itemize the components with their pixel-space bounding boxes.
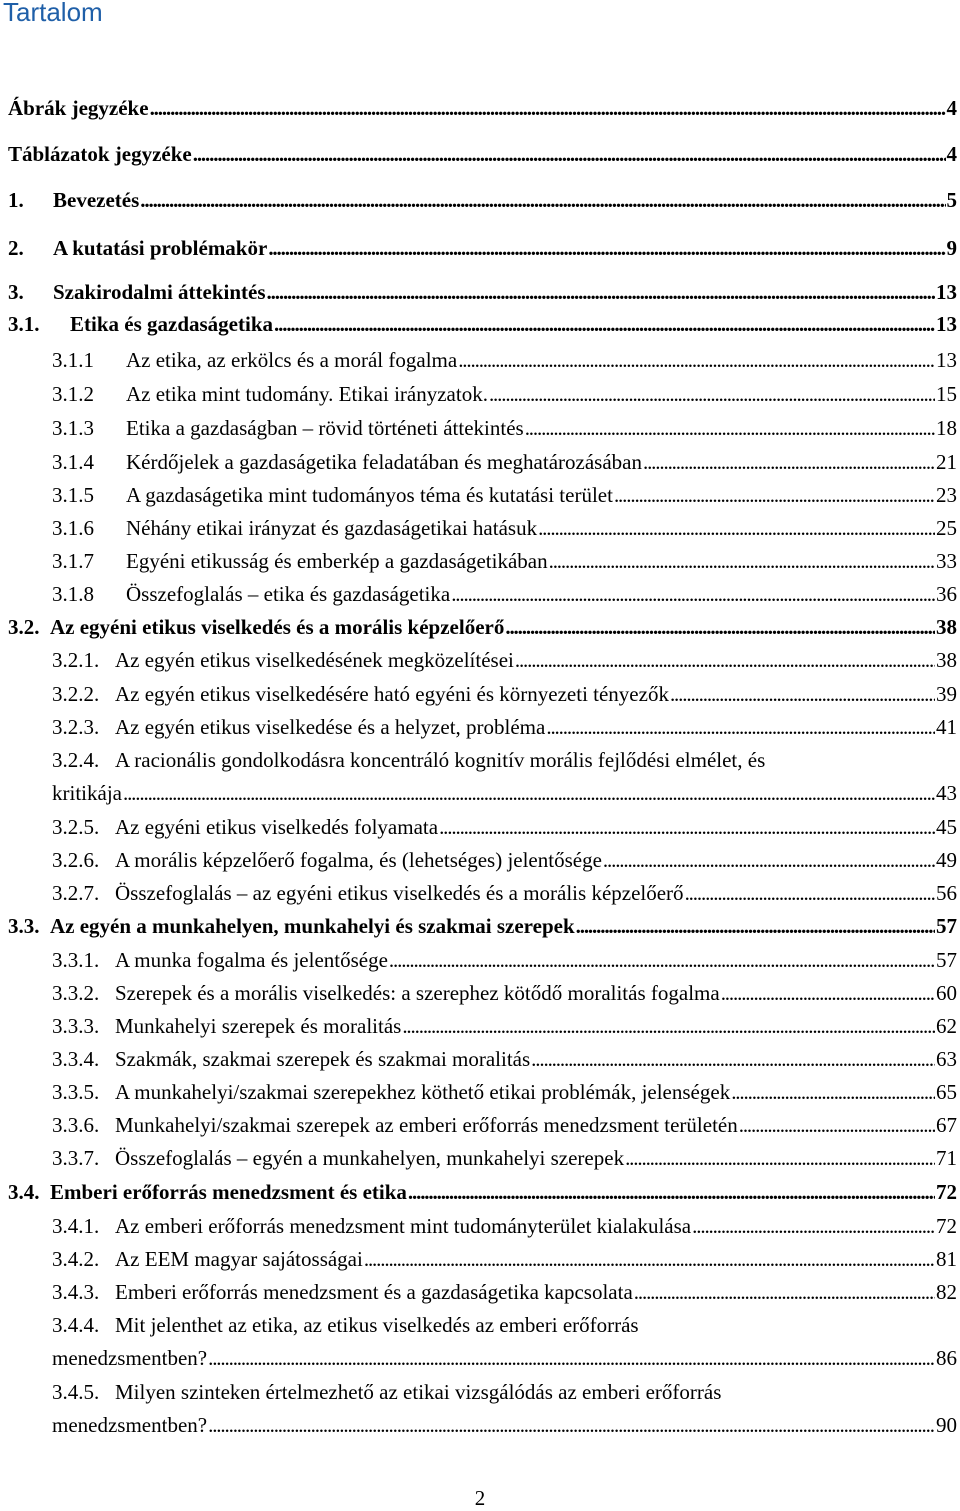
toc-leader-dots [150, 91, 946, 125]
toc-entry-title: Ábrák jegyzéke [8, 96, 149, 120]
toc-entry-title: Etika és gazdaságetika [70, 312, 274, 336]
toc-entry-page: 21 [936, 450, 957, 474]
toc-entry[interactable] [0, 876, 960, 910]
toc-entry[interactable] [0, 1375, 960, 1443]
toc-entry[interactable] [0, 231, 960, 265]
toc-entry[interactable] [0, 943, 960, 977]
toc-entry[interactable] [0, 137, 960, 171]
toc-entry-page: 81 [936, 1247, 957, 1271]
toc-entry-title: Összefoglalás – egyén a munkahelyen, munkahelyi szerepek [115, 1146, 625, 1170]
toc-entry-page: 57 [936, 914, 957, 938]
toc-leader-dots [643, 445, 935, 479]
toc-entry-number: 3.3. [8, 914, 40, 938]
toc-entry-page: 9 [946, 236, 957, 260]
toc-entry[interactable] [0, 1209, 960, 1243]
toc-leader-dots [692, 1209, 935, 1243]
toc-entry-page: 18 [936, 416, 957, 440]
toc-entry[interactable] [0, 577, 960, 611]
toc-entry-title: Etika a gazdaságban – rövid történeti áttekintés [126, 416, 524, 440]
toc-entry-title: Az EEM magyar sajátosságai [115, 1247, 363, 1271]
toc-leader-dots [439, 810, 935, 844]
toc-entry-title: A racionális gondolkodásra koncentráló kognitív morális fejlődési elmélet, és [115, 748, 766, 772]
toc-entry-title: Az emberi erőforrás menedzsment mint tudományterület kialakulása [115, 1214, 692, 1238]
toc-entry[interactable] [0, 976, 960, 1010]
toc-entry-page: 45 [936, 815, 957, 839]
toc-entry-page: 4 [946, 142, 957, 166]
toc-entry[interactable] [0, 307, 960, 341]
toc-entry-page: 49 [936, 848, 957, 872]
toc-entry-title: Szerepek és a morális viselkedés: a szerephez kötődő moralitás fogalma [115, 981, 720, 1005]
toc-entry-title: Az egyén etikus viselkedésére ható egyéni és környezeti tényezők [115, 682, 669, 706]
toc-entry[interactable] [0, 445, 960, 479]
toc-entry[interactable] [0, 343, 960, 377]
toc-leader-dots [267, 275, 935, 309]
toc-entry-page: 13 [936, 348, 957, 372]
toc-entry-number: 3.4. [8, 1180, 40, 1204]
toc-leader-dots [193, 137, 946, 171]
toc-entry-page: 56 [936, 881, 957, 905]
toc-leader-dots [721, 976, 935, 1010]
toc-entry-title-continued: kritikája [52, 781, 122, 805]
toc-entry-title: Összefoglalás – etika és gazdaságetika [126, 582, 451, 606]
toc-entry-page: 23 [936, 483, 957, 507]
toc-entry[interactable] [0, 1042, 960, 1076]
toc-entry-number: 3.1.8 [52, 582, 94, 606]
toc-leader-dots [538, 511, 935, 545]
toc-entry-number: 3.4.3. [52, 1280, 100, 1304]
toc-leader-dots [408, 1175, 935, 1209]
toc-entry-page: 57 [936, 948, 957, 972]
toc-leader-dots [549, 544, 935, 578]
toc-entry-title: A munkahelyi/szakmai szerepekhez köthető etikai problémák, jelenségek [115, 1080, 731, 1104]
toc-leader-dots [458, 343, 935, 377]
toc-entry[interactable] [0, 183, 960, 217]
toc-leader-dots [364, 1242, 935, 1276]
toc-entry[interactable] [0, 478, 960, 512]
toc-entry-page: 86 [936, 1346, 957, 1370]
toc-entry-number: 3.1. [8, 312, 40, 336]
toc-entry-number: 3.3.6. [52, 1113, 100, 1137]
toc-entry[interactable] [0, 544, 960, 578]
toc-entry-number: 3.2.2. [52, 682, 100, 706]
toc-entry-number: 2. [8, 236, 24, 260]
toc-leader-dots [208, 1408, 935, 1442]
toc-entry-number: 3.3.2. [52, 981, 100, 1005]
toc-entry-number: 3.4.4. [52, 1313, 100, 1337]
toc-entry-title: Az egyéni etikus viselkedés folyamata [115, 815, 439, 839]
toc-entry[interactable] [0, 377, 960, 411]
toc-leader-dots [670, 677, 935, 711]
toc-leader-dots [505, 610, 935, 644]
toc-entry-page: 67 [936, 1113, 957, 1137]
toc-entry-page: 33 [936, 549, 957, 573]
toc-entry-title: Szakmák, szakmai szerepek és szakmai moralitás [115, 1047, 531, 1071]
toc-leader-dots [603, 843, 935, 877]
toc-entry-page: 38 [936, 648, 957, 672]
toc-entry[interactable] [0, 843, 960, 877]
toc-leader-dots [451, 577, 935, 611]
toc-entry-title: Egyéni etikusság és emberkép a gazdaságetikában [126, 549, 548, 573]
toc-entry-page: 36 [936, 582, 957, 606]
toc-entry-title: A gazdaságetika mint tudományos téma és kutatási terület [126, 483, 613, 507]
toc-entry[interactable] [0, 411, 960, 445]
toc-entry-title: Mit jelenthet az etika, az etikus viselkedés az emberi erőforrás [115, 1313, 639, 1337]
toc-entry-title: Munkahelyi/szakmai szerepek az emberi erőforrás menedzsment területén [115, 1113, 738, 1137]
toc-entry-title: Az egyén a munkahelyen, munkahelyi és szakmai szerepek [50, 914, 575, 938]
toc-entry[interactable] [0, 909, 960, 943]
toc-entry-number: 3.3.3. [52, 1014, 100, 1038]
toc-leader-dots [525, 411, 935, 445]
toc-entry-page: 72 [936, 1180, 957, 1204]
toc-entry-number: 3.2.4. [52, 748, 100, 772]
toc-entry-page: 38 [936, 615, 957, 639]
toc-entry[interactable] [0, 610, 960, 644]
toc-entry-title: Az egyéni etikus viselkedés és a morális képzelőerő [50, 615, 505, 639]
toc-entry-page: 15 [936, 382, 957, 406]
toc-leader-dots [389, 943, 935, 977]
toc-entry-page: 62 [936, 1014, 957, 1038]
toc-leader-dots [731, 1075, 935, 1109]
toc-entry-number: 3.1.6 [52, 516, 94, 540]
toc-entry-page: 4 [946, 96, 957, 120]
toc-entry-number: 3. [8, 280, 24, 304]
toc-entry-title: Az etika, az erkölcs és a morál fogalma [126, 348, 458, 372]
toc-entry-page: 82 [936, 1280, 957, 1304]
toc-entry-title: Emberi erőforrás menedzsment és etika [50, 1180, 407, 1204]
toc-heading: Tartalom [3, 0, 103, 27]
toc-entry-title: Milyen szinteken értelmezhető az etikai vizsgálódás az emberi erőforrás [115, 1380, 722, 1404]
toc-entry[interactable] [0, 810, 960, 844]
toc-entry-title-continued: menedzsmentben? [52, 1413, 208, 1437]
toc-entry-page: 39 [936, 682, 957, 706]
toc-leader-dots [140, 183, 945, 217]
toc-entry[interactable] [0, 1009, 960, 1043]
toc-entry-title: A morális képzelőerő fogalma, és (lehetséges) jelentősége [115, 848, 602, 872]
toc-entry-page: 65 [936, 1080, 957, 1104]
page-number: 2 [474, 1486, 486, 1510]
toc-leader-dots [546, 710, 935, 744]
toc-entry[interactable] [0, 710, 960, 744]
toc-entry-number: 3.2.6. [52, 848, 100, 872]
toc-entry-number: 3.3.5. [52, 1080, 100, 1104]
toc-leader-dots [123, 776, 935, 810]
toc-entry[interactable] [0, 643, 960, 677]
toc-entry-page: 41 [936, 715, 957, 739]
toc-entry-title: A kutatási problémakör [53, 236, 268, 260]
toc-leader-dots [515, 643, 935, 677]
toc-entry[interactable] [0, 1141, 960, 1175]
toc-entry-page: 5 [946, 188, 957, 212]
toc-entry-page: 63 [936, 1047, 957, 1071]
toc-entry-number: 3.2.5. [52, 815, 100, 839]
toc-entry-title: Összefoglalás – az egyéni etikus viselkedés és a morális képzelőerő [115, 881, 684, 905]
toc-entry-title: A munka fogalma és jelentősége [115, 948, 388, 972]
toc-entry-number: 3.1.1 [52, 348, 94, 372]
toc-entry[interactable] [0, 677, 960, 711]
toc-entry-page: 43 [936, 781, 957, 805]
toc-entry-title: Az etika mint tudomány. Etikai irányzatok. [126, 382, 488, 406]
toc-entry-title: Az egyén etikus viselkedése és a helyzet, probléma [115, 715, 546, 739]
toc-leader-dots [489, 377, 935, 411]
toc-entry-number: 3.1.7 [52, 549, 94, 573]
toc-entry-number: 1. [8, 188, 24, 212]
toc-leader-dots [208, 1341, 935, 1375]
toc-entry[interactable] [0, 1075, 960, 1109]
toc-entry-number: 3.3.1. [52, 948, 100, 972]
toc-entry-title: Táblázatok jegyzéke [8, 142, 192, 166]
toc-leader-dots [685, 876, 935, 910]
toc-entry-page: 90 [936, 1413, 957, 1437]
toc-entry-number: 3.4.1. [52, 1214, 100, 1238]
toc-entry[interactable] [0, 1175, 960, 1209]
toc-entry-title: Az egyén etikus viselkedésének megközelítései [115, 648, 514, 672]
toc-leader-dots [268, 231, 945, 265]
toc-entry-number: 3.4.2. [52, 1247, 100, 1271]
toc-entry-number: 3.1.2 [52, 382, 94, 406]
toc-entry-title-continued: menedzsmentben? [52, 1346, 208, 1370]
toc-entry[interactable] [0, 91, 960, 125]
toc-leader-dots [576, 909, 935, 943]
toc-entry-number: 3.2.1. [52, 648, 100, 672]
toc-entry-title: Szakirodalmi áttekintés [53, 280, 266, 304]
toc-entry-number: 3.3.7. [52, 1146, 100, 1170]
toc-entry-number: 3.2. [8, 615, 40, 639]
toc-entry-number: 3.3.4. [52, 1047, 100, 1071]
toc-leader-dots [625, 1141, 935, 1175]
toc-entry[interactable] [0, 275, 960, 309]
toc-entry[interactable] [0, 511, 960, 545]
toc-leader-dots [634, 1275, 935, 1309]
toc-entry-page: 25 [936, 516, 957, 540]
toc-entry-title: Emberi erőforrás menedzsment és a gazdaságetika kapcsolata [115, 1280, 633, 1304]
toc-entry-number: 3.1.5 [52, 483, 94, 507]
toc-entry-title: Néhány etikai irányzat és gazdaságetikai hatásuk [126, 516, 538, 540]
toc-entry[interactable] [0, 1108, 960, 1142]
toc-entry-number: 3.4.5. [52, 1380, 100, 1404]
toc-leader-dots [739, 1108, 935, 1142]
toc-entry[interactable] [0, 1308, 960, 1376]
toc-entry-number: 3.1.4 [52, 450, 94, 474]
toc-entry-page: 72 [936, 1214, 957, 1238]
toc-entry-number: 3.1.3 [52, 416, 94, 440]
toc-entry-page: 71 [936, 1146, 957, 1170]
toc-leader-dots [614, 478, 935, 512]
toc-entry-page: 13 [936, 312, 957, 336]
toc-entry-title: Kérdőjelek a gazdaságetika feladatában és meghatározásában [126, 450, 642, 474]
toc-entry-title: Bevezetés [53, 188, 140, 212]
toc-leader-dots [402, 1009, 935, 1043]
toc-entry[interactable] [0, 743, 960, 811]
toc-leader-dots [531, 1042, 935, 1076]
toc-entry-page: 13 [936, 280, 957, 304]
toc-leader-dots [274, 307, 935, 341]
toc-entry-title: Munkahelyi szerepek és moralitás [115, 1014, 402, 1038]
toc-entry-number: 3.2.3. [52, 715, 100, 739]
toc-entry-number: 3.2.7. [52, 881, 100, 905]
toc-entry-page: 60 [936, 981, 957, 1005]
toc-entry[interactable] [0, 1275, 960, 1309]
toc-entry[interactable] [0, 1242, 960, 1276]
